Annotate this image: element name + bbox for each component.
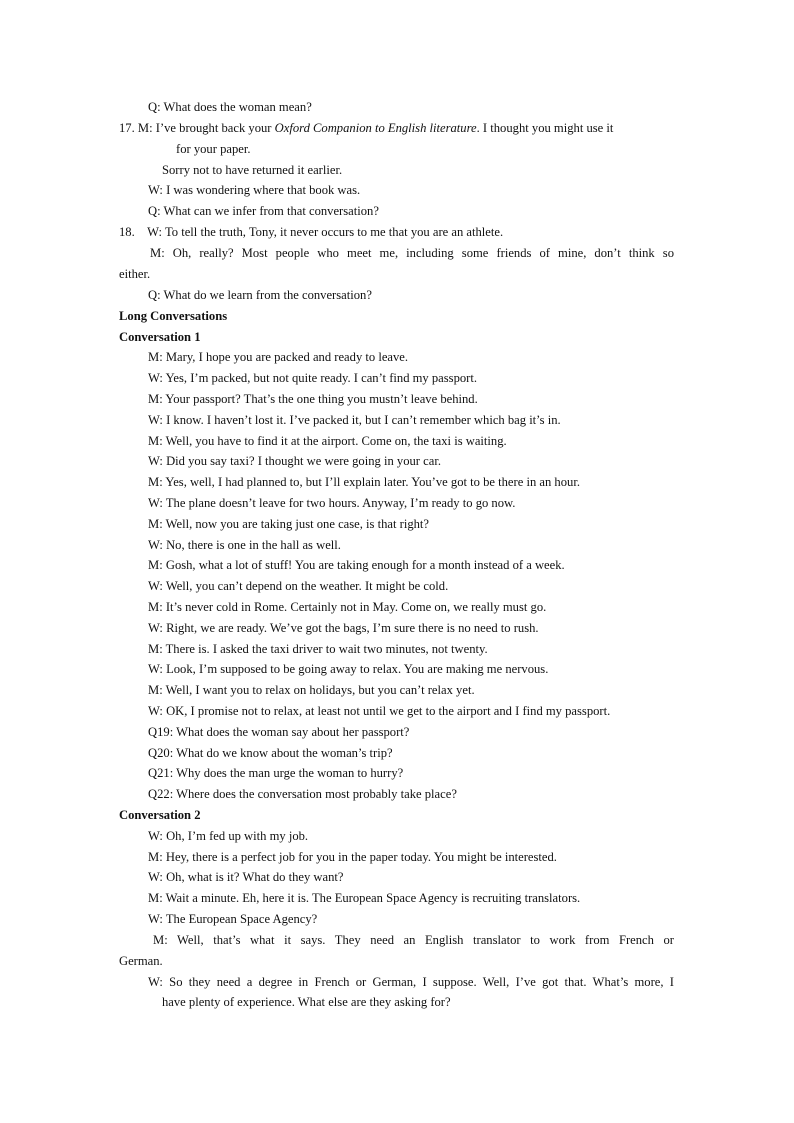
conv1-line: M: There is. I asked the taxi driver to wait two minutes, not twenty. (148, 642, 488, 656)
item18-number: 18. (119, 225, 135, 239)
conv2-woman-long-line1: W: So they need a degree in French or German, I suppose. Well, I’ve got that. What’s more, I (148, 975, 674, 989)
item18-man-line1: M: Oh, really? Most people who meet me, including some friends of mine, don’t think so (150, 246, 674, 260)
conv1-line: W: Yes, I’m packed, but not quite ready. I can’t find my passport. (148, 371, 477, 385)
conv1-line: W: The plane doesn’t leave for two hours. Anyway, I’m ready to go now. (148, 496, 516, 510)
long-conversations-heading: Long Conversations (119, 309, 228, 323)
book-title: Oxford Companion to English literature (274, 121, 477, 135)
conv2-line: W: Oh, what is it? What do they want? (148, 870, 344, 884)
item17-woman-line: W: I was wondering where that book was. (148, 183, 361, 197)
conv1-line: W: OK, I promise not to relax, at least not until we get to the airport and I find my passport. (148, 704, 611, 718)
item17-number: 17. (119, 121, 135, 135)
conv1-line: W: No, there is one in the hall as well. (148, 538, 341, 552)
conv2-line: W: The European Space Agency? (148, 912, 318, 926)
item17-man-cont: for your paper. (176, 142, 251, 156)
conv1-line: M: Well, you have to find it at the airport. Come on, the taxi is waiting. (148, 434, 507, 448)
conv1-question: Q21: Why does the man urge the woman to hurry? (148, 766, 404, 780)
item18-question: Q: What do we learn from the conversation? (148, 288, 372, 302)
item18-woman-line: 18. W: To tell the truth, Tony, it never occurs to me that you are an athlete. (119, 225, 504, 239)
conversation2-heading: Conversation 2 (119, 808, 201, 822)
conv2-line: W: Oh, I’m fed up with my job. (148, 829, 309, 843)
conv1-line: W: Well, you can’t depend on the weather. It might be cold. (148, 579, 449, 593)
item17-man-line2: Sorry not to have returned it earlier. (162, 163, 343, 177)
conv1-question: Q19: What does the woman say about her passport? (148, 725, 410, 739)
conv2-man-long-line1: M: Well, that’s what it says. They need an English translator to work from French or (153, 933, 674, 947)
conv1-line: W: Right, we are ready. We’ve got the bags, I’m sure there is no need to rush. (148, 621, 539, 635)
conv1-line: W: Did you say taxi? I thought we were going in your car. (148, 454, 441, 468)
conv2-line: M: Hey, there is a perfect job for you in the paper today. You might be interested. (148, 850, 557, 864)
item17-question: Q: What can we infer from that conversation? (148, 204, 379, 218)
conv2-line: M: Wait a minute. Eh, here it is. The European Space Agency is recruiting translators. (148, 891, 581, 905)
conv1-line: W: I know. I haven’t lost it. I’ve packed it, but I can’t remember which bag it’s in. (148, 413, 561, 427)
conv1-question: Q22: Where does the conversation most probably take place? (148, 787, 457, 801)
conv1-line: M: Mary, I hope you are packed and ready to leave. (148, 350, 409, 364)
conv1-line: M: Well, now you are taking just one case, is that right? (148, 517, 430, 531)
conv1-line: M: Your passport? That’s the one thing you mustn’t leave behind. (148, 392, 478, 406)
conv1-line: W: Look, I’m supposed to be going away to relax. You are making me nervous. (148, 662, 549, 676)
conv1-line: M: It’s never cold in Rome. Certainly not in May. Come on, we really must go. (148, 600, 547, 614)
q16-question: Q: What does the woman mean? (148, 100, 312, 114)
item17-man-line: 17. M: I’ve brought back your Oxford Companion to English literature. I thought you might use it (119, 121, 614, 135)
conv2-man-long-line2: German. (119, 954, 163, 968)
conv1-line: M: Gosh, what a lot of stuff! You are taking enough for a month instead of a week. (148, 558, 565, 572)
conv2-woman-long-line2: have plenty of experience. What else are they asking for? (162, 995, 451, 1009)
conv1-question: Q20: What do we know about the woman’s trip? (148, 746, 393, 760)
conv1-line: M: Well, I want you to relax on holidays, but you can’t relax yet. (148, 683, 475, 697)
conv1-line: M: Yes, well, I had planned to, but I’ll explain later. You’ve got to be there in an hour. (148, 475, 580, 489)
item18-man-line2: either. (119, 267, 151, 281)
conversation1-heading: Conversation 1 (119, 330, 201, 344)
